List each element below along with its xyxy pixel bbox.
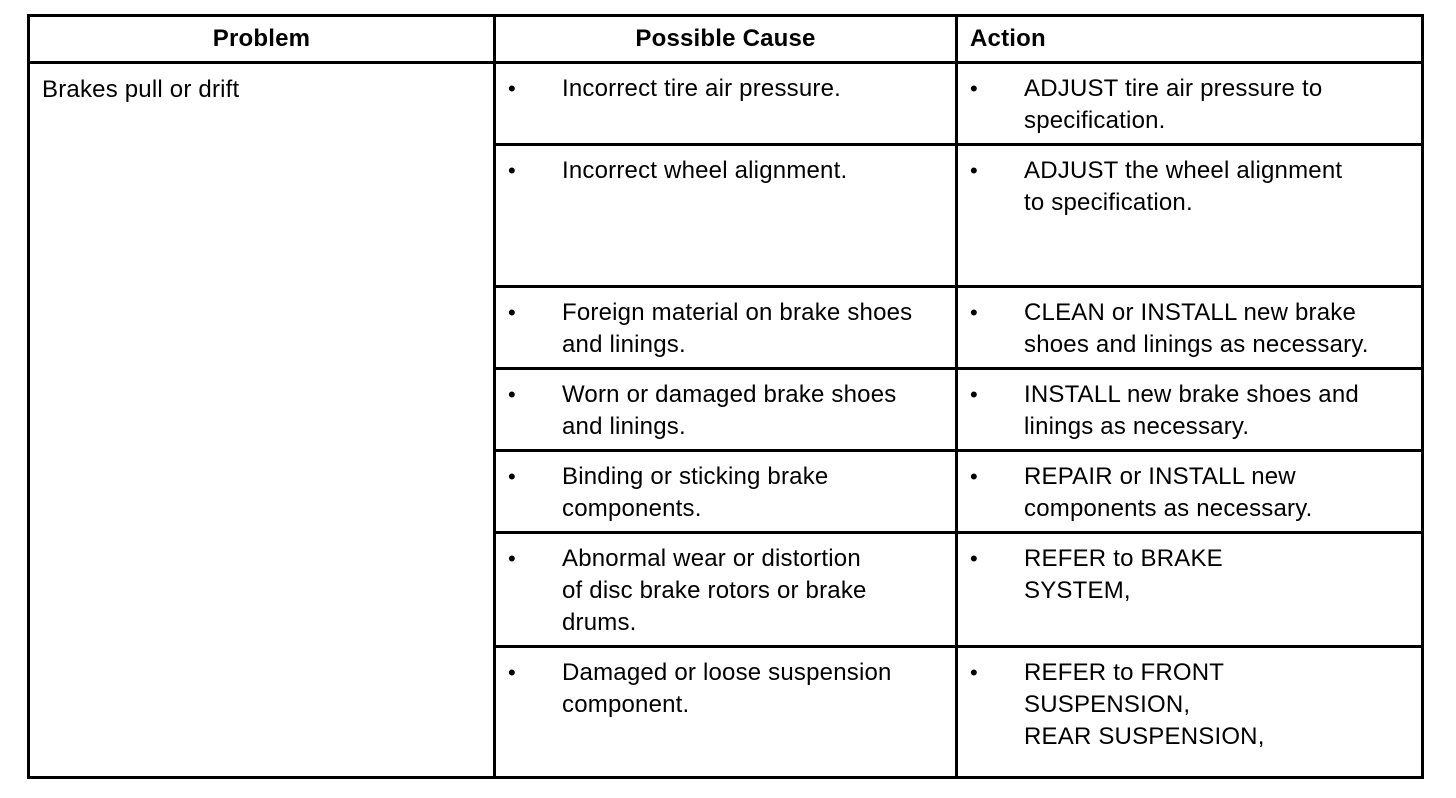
cause-text: Abnormal wear or distortion of disc brake rotors or brake drums. [562, 545, 867, 636]
cause-cell [495, 145, 957, 287]
cause-cell [495, 451, 957, 533]
cause-cell [495, 63, 957, 145]
action-text: ADJUST the wheel alignment to specification. [1024, 157, 1343, 216]
action-cell [957, 533, 1423, 647]
header-row [29, 16, 1423, 63]
cause-text: Incorrect wheel alignment. [562, 157, 848, 184]
cause-cell [495, 533, 957, 647]
table-row [29, 63, 1423, 145]
header-possible-cause: Possible Cause [495, 16, 957, 63]
bullet-icon: • [508, 300, 516, 325]
action-text: REFER to BRAKE SYSTEM, [1024, 545, 1223, 604]
cause-cell [495, 647, 957, 778]
cause-text: Worn or damaged brake shoes and linings. [562, 381, 897, 440]
bullet-icon: • [508, 382, 516, 407]
action-cell [957, 63, 1423, 145]
action-cell [957, 451, 1423, 533]
bullet-icon: • [970, 382, 978, 407]
bullet-icon: • [508, 546, 516, 571]
action-text: CLEAN or INSTALL new brake shoes and linings as necessary. [1024, 299, 1369, 358]
troubleshooting-table [27, 14, 1424, 779]
bullet-icon: • [970, 660, 978, 685]
bullet-icon: • [970, 158, 978, 183]
bullet-icon: • [970, 300, 978, 325]
cause-text: Foreign material on brake shoes and linings. [562, 299, 913, 358]
problem-cell: Brakes pull or drift [29, 63, 495, 778]
cause-cell [495, 369, 957, 451]
cause-text: Incorrect tire air pressure. [562, 75, 842, 102]
bullet-icon: • [970, 464, 978, 489]
action-cell [957, 369, 1423, 451]
troubleshooting-table-wrapper [27, 14, 1421, 779]
action-text: REPAIR or INSTALL new components as necessary. [1024, 463, 1313, 522]
action-cell [957, 145, 1423, 287]
action-cell [957, 647, 1423, 778]
bullet-icon: • [508, 158, 516, 183]
action-text: ADJUST tire air pressure to specification. [1024, 75, 1323, 134]
action-cell [957, 287, 1423, 369]
bullet-icon: • [970, 546, 978, 571]
cause-text: Damaged or loose suspension component. [562, 659, 892, 718]
cause-cell [495, 287, 957, 369]
bullet-icon: • [508, 76, 516, 101]
bullet-icon: • [508, 660, 516, 685]
header-action: Action [957, 16, 1423, 63]
cause-text: Binding or sticking brake components. [562, 463, 829, 522]
bullet-icon: • [508, 464, 516, 489]
action-text: INSTALL new brake shoes and linings as necessary. [1024, 381, 1359, 440]
bullet-icon: • [970, 76, 978, 101]
action-text: REFER to FRONT SUSPENSION, REAR SUSPENSION, [1024, 659, 1265, 750]
header-problem: Problem [29, 16, 495, 63]
